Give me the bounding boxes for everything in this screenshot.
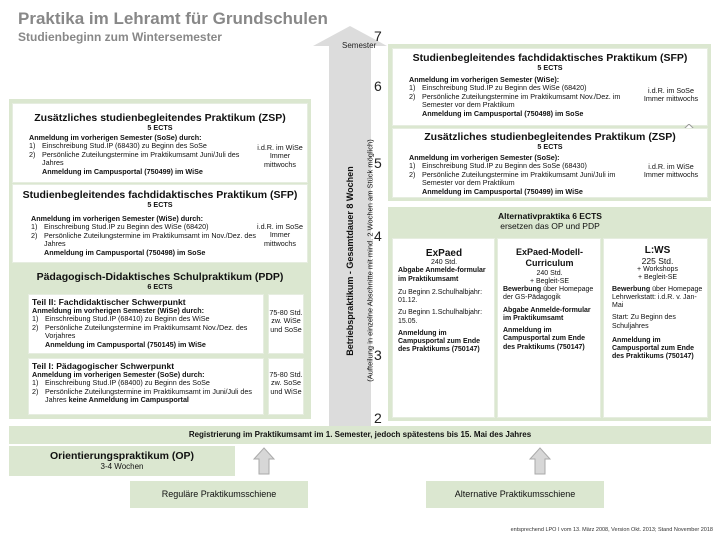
- zsp-ects: 5 ECTS: [147, 123, 173, 132]
- sfp-item: Einschreibung Stud.IP zu Beginn des WiSe (68420): [44, 222, 209, 232]
- semester-number: 4: [374, 228, 382, 244]
- pdp-part1-item: Einschreibung Stud.IP (68400) zu Beginn des SoSe: [45, 378, 210, 388]
- zsp-side: i.d.R. im WiSe Immer mittwochs: [257, 143, 303, 169]
- sfp-right-item: Persönliche Zuteilungstermine im Praktikumsamt Nov./Dez. im Semester vor dem Praktikum: [422, 91, 621, 110]
- expaed-date: Zu Beginn 2.Schulhalbjahr: 01.12.: [398, 288, 483, 304]
- zsp-right-card: Zusätzliches studienbegleitendes Praktikum (ZSP) 5 ECTS Anmeldung im vorherigen Semester (SoSe): 1) Einschreibung Stud.IP zu Beginn des SoSe (68430) 2) Persönliche Zuteilungstermine im Praktikumsamt Juni/Juli im Semester vor dem Praktikum Anmeldung im Campusportal (750499) im WiSe i.d.R. im WiSe Immer mittwochs: [392, 128, 708, 198]
- op-weeks: 3-4 Wochen: [100, 462, 144, 471]
- sfp-ects: 5 ECTS: [147, 200, 173, 209]
- registration-bar: Registrierung im Praktikumsamt im 1. Semester, jedoch spätestens bis 15. Mai des Jahres: [9, 426, 711, 444]
- sfp-left-card: Studienbegleitendes fachdidaktisches Praktikum (SFP) 5 ECTS Anmeldung im vorherigen Semester (WiSe) durch: 1) Einschreibung Stud.IP zu Beginn des WiSe (68420) 2) Persönliche Zuteilungstermine im Praktikumsamt im Nov./Dez. des Jahres Anmeldung im Campusportal (750498) im SoSe i.d.R. im SoSe Immer mittwochs: [12, 184, 308, 263]
- source-note: entsprechend LPO I vom 13. März 2008, Version Okt. 2013; Stand November 2018: [510, 527, 713, 533]
- lws-anmeldung: Anmeldung im Campusportal zum Ende des Praktikums (750147): [612, 336, 695, 361]
- pdp-part1-heading: Anmeldung im vorherigen Semester (SoSe) durch:: [32, 370, 205, 379]
- modell-abgabe: Abgabe Anmelde-formular im Praktikumsamt: [503, 306, 591, 322]
- lws-bewerbung: Bewerbung über Homepage Lehrwerkstatt: i.d.R. v. Jan-Mai: [612, 285, 703, 309]
- zsp-right-side: i.d.R. im WiSe Immer mittwochs: [643, 162, 699, 180]
- pdp-part1-item: Persönliche Zuteilungstermine im Praktikumsamt im Juni/Juli des Jahres keine Anmeldung im Campusportal: [45, 386, 252, 405]
- modell-bewerbung: Bewerbung über Homepage der GS-Pädagogik: [503, 286, 594, 302]
- semester-label: Semester: [342, 41, 377, 50]
- expaed-modell-card: [497, 238, 601, 418]
- modell-hours: 240 Std.: [536, 269, 563, 277]
- semester-number: 2: [374, 410, 382, 426]
- pdp-part2-item: Einschreibung Stud.IP (68410) zu Beginn des WiSe: [45, 314, 210, 324]
- zsp-item: Persönliche Zuteilungstermine im Praktikumsamt Juni/Juli des Jahres: [42, 149, 240, 168]
- op-box: [9, 446, 235, 476]
- semester-number: 6: [374, 78, 382, 94]
- pdp-part2-footer: Anmeldung im Campusportal (750145) im WiSe: [45, 339, 206, 349]
- lws-title: L:WS: [644, 245, 671, 256]
- lws-start: Start: Zu Beginn des Schuljahres: [612, 314, 676, 330]
- zsp-item: Einschreibung Stud.IP (68430) zu Beginn des SoSe: [42, 141, 207, 151]
- semester-number: 7: [374, 28, 382, 44]
- up-arrow-icon: [529, 447, 551, 475]
- op-title: Orientierungspraktikum (OP): [49, 450, 195, 462]
- sfp-right-side: i.d.R. im SoSe Immer mittwochs: [643, 86, 699, 104]
- sfp-heading: Anmeldung im vorherigen Semester (WiSe) durch:: [31, 214, 204, 223]
- alt-subtitle: ersetzen das OP und PDP: [500, 221, 600, 231]
- zsp-right-item: Persönliche Zuteilungstermine im Praktikumsamt Juni/Juli im Semester vor dem Praktikum: [422, 169, 616, 188]
- expaed-card: [392, 238, 495, 418]
- alt-title: Alternativpraktika 6 ECTS: [498, 211, 602, 221]
- zsp-left-card: Zusätzliches studienbegleitendes Praktikum (ZSP) 5 ECTS Anmeldung im vorherigen Semester (SoSe) durch: 1) Einschreibung Stud.IP (68430) zu Beginn des SoSe 2) Persönliche Zuteilungstermine im Praktikumsamt Juni/Juli des Jahres Anmeldung im Campusportal (750499) im WiSe i.d.R. im WiSe Immer mittwochs: [12, 103, 308, 183]
- modell-anmeldung: Anmeldung im Campusportal zum Ende des Praktikums (750147): [503, 327, 586, 351]
- alternative-track-label: Alternative Praktikumsschiene: [426, 481, 604, 508]
- sfp-right-title: Studienbegleitendes fachdidaktisches Praktikum (SFP): [412, 52, 688, 64]
- sfp-title: Studienbegleitendes fachdidaktisches Praktikum (SFP): [22, 189, 298, 201]
- expaed-hours: 240 Std.: [430, 259, 458, 266]
- zsp-footer: Anmeldung im Campusportal (750499) im WiSe: [42, 166, 203, 176]
- lws-card: [603, 238, 708, 418]
- semester-number: 3: [374, 347, 382, 363]
- pdp-ects: 6 ECTS: [147, 282, 173, 291]
- zsp-right-item: Einschreibung Stud.IP zu Beginn des SoSe (68430): [422, 161, 587, 171]
- zsp-right-ects: 5 ECTS: [537, 142, 563, 151]
- betriebspraktikum-note: (Aufteilung in einzelne Abschnitte mit mind. 2 Wochen am Stück möglich): [365, 139, 375, 382]
- sfp-right-ects: 5 ECTS: [537, 63, 563, 72]
- zsp-right-heading: Anmeldung im vorherigen Semester (SoSe):: [409, 153, 560, 162]
- pdp-part2-title: Teil II: Fachdidaktischer Schwerpunkt: [32, 297, 186, 307]
- zsp-right-title: Zusätzliches studienbegleitendes Praktikum (ZSP): [424, 131, 676, 143]
- expaed-date: Zu Beginn 1.Schulhalbjahr: 15.05.: [398, 309, 483, 325]
- zsp-heading: Anmeldung im vorherigen Semester (SoSe) durch:: [29, 133, 202, 142]
- betriebspraktikum-label: Betriebspraktikum - Gesamtdauer 8 Wochen: [345, 166, 355, 356]
- sfp-footer: Anmeldung im Campusportal (750498) im SoSe: [44, 247, 206, 257]
- modell-title: ExPaed-Modell-Curriculum: [515, 247, 583, 269]
- lws-hours: 225 Std.: [641, 256, 674, 266]
- pdp-title: Pädagogisch-Didaktisches Schulpraktikum (PDP): [36, 271, 284, 283]
- pdp-part2-heading: Anmeldung im vorherigen Semester (WiSe) durch:: [32, 306, 205, 315]
- sfp-right-footer: Anmeldung im Campusportal (750498) im SoSe: [422, 108, 584, 118]
- expaed-title: ExPaed: [425, 248, 463, 259]
- sfp-item: Persönliche Zuteilungstermine im Praktikumsamt im Nov./Dez. des Jahres: [44, 230, 256, 249]
- modell-extra: + Begleit-SE: [529, 277, 570, 285]
- lws-extra: + Begleit-SE: [637, 274, 678, 282]
- pdp-part2-item: Persönliche Zuteilungstermine im Praktikumsamt Nov./Dez. des Vorjahres: [45, 322, 248, 341]
- pdp-part2-side: 75-80 Std. zw. WiSe und SoSe: [268, 294, 304, 354]
- sfp-right-heading: Anmeldung im vorherigen Semester (WiSe):: [409, 75, 560, 84]
- up-arrow-icon: [253, 447, 275, 475]
- alt-header: [392, 211, 708, 231]
- expaed-anmeldung: Anmeldung im Campusportal zum Ende des Praktikums (750147): [398, 329, 481, 354]
- semester-number: 5: [374, 155, 382, 171]
- sfp-right-item: Einschreibung Stud.IP zu Beginn des WiSe (68420): [422, 83, 587, 93]
- pdp-part1-side: 75-80 Std. zw. SoSe und WiSe: [268, 358, 304, 415]
- zsp-title: Zusätzliches studienbegleitendes Praktikum (ZSP): [34, 112, 286, 124]
- regular-track-label: Reguläre Praktikumsschiene: [130, 481, 308, 508]
- sfp-right-card: Studienbegleitendes fachdidaktisches Praktikum (SFP) 5 ECTS Anmeldung im vorherigen Semester (WiSe): 1) Einschreibung Stud.IP zu Beginn des WiSe (68420) 2) Persönliche Zuteilungstermine im Praktikumsamt Nov./Dez. im Semester vor dem Praktikum Anmeldung im Campusportal (750498) im SoSe i.d.R. im SoSe Immer mittwochs: [392, 48, 708, 126]
- pdp-card: Pädagogisch-Didaktisches Schulpraktikum (PDP) 6 ECTS Teil II: Fachdidaktischer Schwerpunkt Anmeldung im vorherigen Semester (WiSe) durch: 1) Einschreibung Stud.IP (68410) zu Beginn des WiSe 2) Persönliche Zuteilungstermine im Praktikumsamt Nov./Dez. des Vorjahres Anmeldung im Campusportal (750145) im WiSe 75-80 Std. zw. WiSe und SoSe Teil I: Pädagogischer Schwerpunkt Anmeldung im vorherigen Semester (SoSe) durch: 1) Einschreibung Stud.IP (68400) zu Beginn des SoSe 2) Persönliche Zuteilungstermine im Praktikumsamt im Juni/Juli des Jahres keine Anmeldung im Campusportal 75-80 Std. zw. SoSe und WiSe: [12, 266, 308, 418]
- zsp-right-footer: Anmeldung im Campusportal (750499) im WiSe: [422, 186, 583, 196]
- expaed-abgabe: Abgabe Anmelde-formular im Praktikumsamt: [398, 267, 486, 283]
- pdp-part1-title: Teil I: Pädagogischer Schwerpunkt: [32, 361, 175, 371]
- lws-extra: + Workshops: [637, 266, 678, 273]
- sfp-side: i.d.R. im SoSe Immer mittwochs: [257, 222, 303, 248]
- page-title: Praktika im Lehramt für Grundschulen: [18, 9, 328, 28]
- page-subtitle: Studienbeginn zum Wintersemester: [18, 30, 222, 44]
